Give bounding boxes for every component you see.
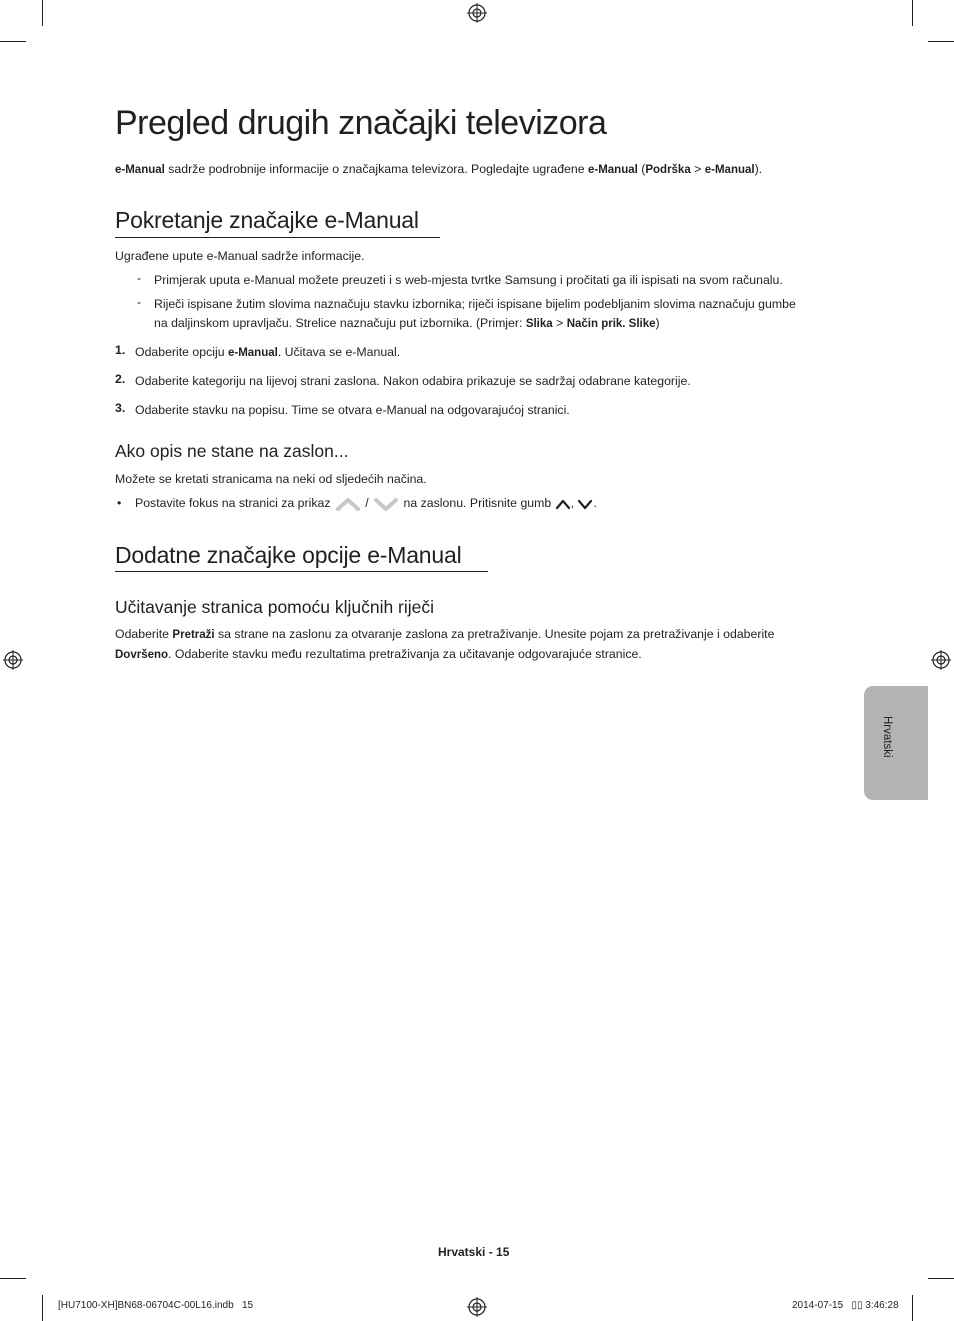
section-lead: Ugrađene upute e-Manual sadrže informacije. <box>115 249 365 263</box>
dash-item-line: Riječi ispisane žutim slovima naznačuju stavku izbornika; riječi ispisane bijelim podebljanim slovima naznačuju gumbe <box>154 297 796 311</box>
crop-mark <box>0 1278 26 1279</box>
section-heading: Pokretanje značajke e-Manual <box>115 207 419 233</box>
menu-path-bold: Način prik. Slike <box>566 318 656 330</box>
step-text <box>135 343 400 363</box>
para-text: . Odaberite stavku među rezultatima pretraživanja za učitavanje odgovarajuće stranice. <box>168 647 642 661</box>
dash-text: ) <box>655 316 660 330</box>
bullet-text: / <box>361 496 373 510</box>
intro-bold: e-Manual <box>704 164 755 176</box>
paragraph-line <box>115 625 774 645</box>
dash-marker: - <box>137 271 142 285</box>
bullet-text: , <box>570 496 578 510</box>
crop-mark <box>928 41 954 42</box>
para-bold: Dovršeno <box>115 649 169 661</box>
dash-marker: - <box>137 295 142 309</box>
scroll-down-icon <box>374 496 398 512</box>
dash-text: na daljinskom upravljaču. Strelice naznačuju put izbornika. (Primjer: <box>154 316 526 330</box>
crop-mark <box>42 1295 43 1321</box>
intro-paragraph <box>115 160 762 180</box>
dash-item <box>154 295 796 334</box>
language-side-tab-label: Hrvatski <box>881 716 893 758</box>
registration-mark-icon <box>467 3 487 23</box>
bullet-text: na zaslonu. Pritisnite gumb <box>400 496 555 510</box>
chevron-up-icon <box>555 498 571 510</box>
step-number: 3. <box>115 401 126 415</box>
intro-text: > <box>690 162 705 176</box>
bullet-text: . <box>593 496 597 510</box>
step-text-part: Odaberite opciju <box>135 345 228 359</box>
bullet-item <box>135 494 597 513</box>
chevron-down-icon <box>577 498 593 510</box>
crop-mark <box>42 0 43 26</box>
intro-bold: Podrška <box>645 164 691 176</box>
heading-underline <box>115 571 488 572</box>
scroll-up-icon <box>336 496 360 512</box>
page-number: Hrvatski - 15 <box>438 1245 510 1259</box>
para-text: Odaberite <box>115 627 173 641</box>
subsection-heading: Učitavanje stranica pomoću ključnih riječi <box>115 597 435 617</box>
subsection-heading: Ako opis ne stane na zaslon... <box>115 441 349 461</box>
step-text: Odaberite kategoriju na lijevoj strani zaslona. Nakon odabira prikazuje se sadržaj odabrane kategorije. <box>135 374 691 388</box>
step-number: 2. <box>115 372 126 386</box>
menu-path-bold: Slika <box>525 318 553 330</box>
section-paragraph <box>115 625 774 665</box>
step-bold: e-Manual <box>227 347 278 359</box>
crop-mark <box>912 0 913 26</box>
dash-item-line <box>154 314 796 334</box>
registration-mark-icon <box>931 650 951 670</box>
intro-bold: e-Manual <box>115 164 165 176</box>
dash-text: > <box>552 316 567 330</box>
registration-mark-icon <box>467 1297 487 1317</box>
para-bold: Pretraži <box>172 629 215 641</box>
registration-mark-icon <box>3 650 23 670</box>
intro-bold: e-Manual <box>587 164 638 176</box>
subsection-lead: Možete se kretati stranicama na neki od sljedećih načina. <box>115 472 427 486</box>
print-file-info: [HU7100-XH]BN68-06704C-00L16.indb 15 <box>58 1300 254 1311</box>
crop-mark <box>0 41 26 42</box>
section-heading: Dodatne značajke opcije e-Manual <box>115 542 462 568</box>
intro-text: ( <box>637 162 646 176</box>
language-side-tab <box>864 686 928 800</box>
page-title: Pregled drugih značajki televizora <box>115 104 607 142</box>
bullet-text: Postavite fokus na stranici za prikaz <box>135 496 334 510</box>
step-number: 1. <box>115 343 126 357</box>
print-timestamp: 2014-07-15 ▯▯ 3:46:28 <box>792 1300 899 1311</box>
para-text: sa strane na zaslonu za otvaranje zaslona za pretraživanje. Unesite pojam za pretraživanje i odaberite <box>214 627 775 641</box>
paragraph-line <box>115 645 774 665</box>
bullet-marker: • <box>117 496 122 510</box>
step-text: Odaberite stavku na popisu. Time se otvara e-Manual na odgovarajućoj stranici. <box>135 403 570 417</box>
dash-item: Primjerak uputa e-Manual možete preuzeti i s web-mjesta tvrtke Samsung i pročitati ga ili ispisati na svom računalu. <box>154 273 783 287</box>
step-text-part: . Učitava se e-Manual. <box>277 345 401 359</box>
intro-text: ). <box>754 162 763 176</box>
heading-underline <box>115 237 440 238</box>
crop-mark <box>912 1295 913 1321</box>
crop-mark <box>928 1278 954 1279</box>
intro-text: sadrže podrobnije informacije o značajkama televizora. Pogledajte ugrađene <box>164 162 588 176</box>
